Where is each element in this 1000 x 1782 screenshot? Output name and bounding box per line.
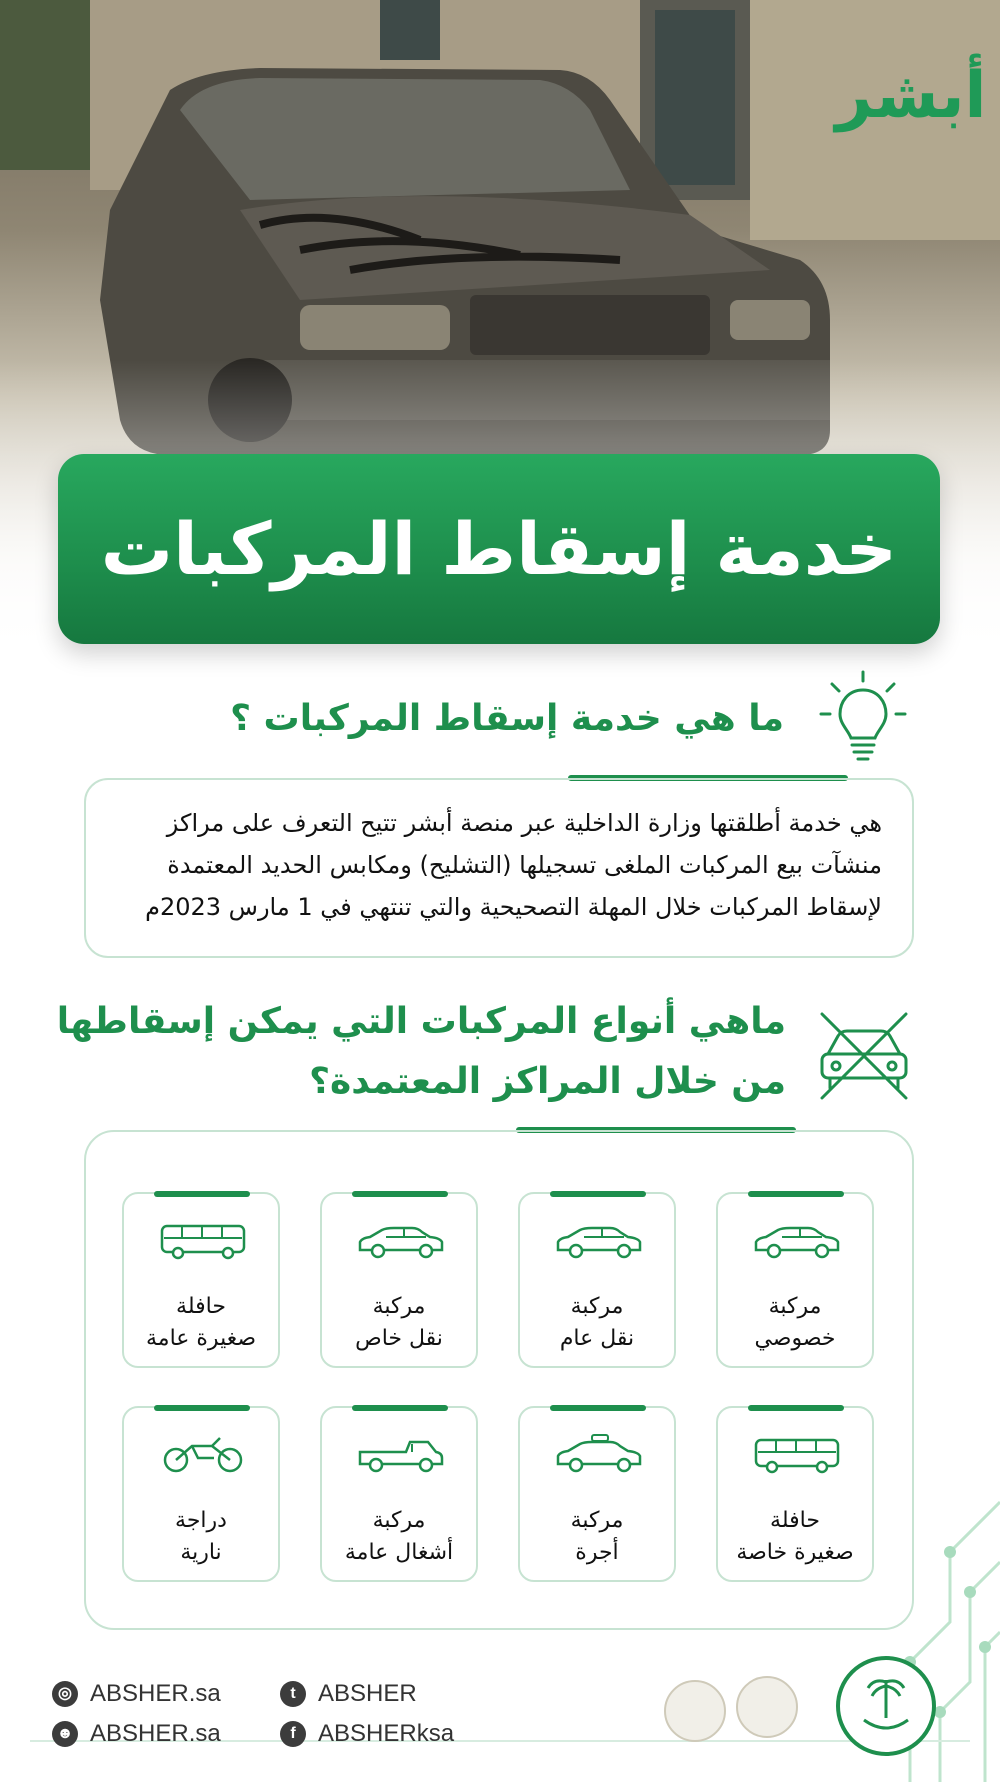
vehicle-card-taxi <box>518 1406 676 1582</box>
vehicle-card-line2: خصوصي <box>754 1326 836 1351</box>
description-line: لإسقاط المركبات خلال المهلة التصحيحية والتي تنتهي في 1 مارس 2023م <box>145 893 882 921</box>
vehicle-card-public-minibus <box>122 1192 280 1368</box>
vehicle-card-line1: حافلة <box>770 1508 820 1533</box>
twitter-label: ABSHER <box>318 1680 417 1707</box>
passports-emblem <box>664 1680 726 1742</box>
vehicle-card-line2: نقل خاص <box>355 1326 443 1351</box>
vehicle-card-line1: مركبة <box>570 1508 624 1533</box>
sedan-icon <box>356 1220 446 1260</box>
page-title: خدمة إسقاط المركبات <box>58 454 940 644</box>
vehicle-card-line1: مركبة <box>372 1294 426 1319</box>
section-vehicle-types-heading <box>57 992 786 1112</box>
vehicle-card-line1: مركبة <box>768 1294 822 1319</box>
twitter-icon: t <box>280 1681 306 1707</box>
snapchat-label: ABSHER.sa <box>90 1720 221 1747</box>
vehicle-card-private <box>716 1192 874 1368</box>
vehicle-card-public-transport <box>518 1192 676 1368</box>
vehicle-card-line2: أجرة <box>575 1540 619 1565</box>
vehicle-card-line1: مركبة <box>372 1508 426 1533</box>
section-what-is-heading: ما هي خدمة إسقاط المركبات ؟ <box>230 698 784 739</box>
heading-line: من خلال المراكز المعتمدة؟ <box>309 1061 786 1102</box>
crossed-car-icon <box>814 1004 914 1104</box>
description-box <box>84 778 914 958</box>
twitter-link[interactable] <box>280 1680 417 1708</box>
vehicle-card-line2: صغيرة خاصة <box>736 1540 854 1565</box>
heading-line: ماهي أنواع المركبات التي يمكن إسقاطها <box>56 1001 786 1042</box>
snapchat-icon: ☻ <box>52 1721 78 1747</box>
bus-icon <box>752 1434 842 1474</box>
motorcycle-icon <box>158 1434 248 1474</box>
vehicle-card-line1: مركبة <box>570 1294 624 1319</box>
vehicle-card-line2: نارية <box>180 1540 222 1565</box>
facebook-label: ABSHERksa <box>318 1720 455 1747</box>
absher-logo: أبشر <box>835 59 987 133</box>
description-line: هي خدمة أطلقتها وزارة الداخلية عبر منصة أبشر تتيح التعرف على مراكز <box>166 809 882 837</box>
sedan-icon <box>554 1220 644 1260</box>
facebook-icon: f <box>280 1721 306 1747</box>
vehicle-card-line2: صغيرة عامة <box>146 1326 256 1351</box>
globe-icon: ◎ <box>52 1681 78 1707</box>
bus-icon <box>158 1220 248 1260</box>
ministry-emblem <box>836 1656 936 1756</box>
pickup-truck-icon <box>356 1434 446 1474</box>
website-link[interactable] <box>52 1680 221 1708</box>
vehicle-card-public-works <box>320 1406 478 1582</box>
facebook-link[interactable] <box>280 1720 454 1748</box>
description-line: منشآت بيع المركبات الملغى تسجيلها (التشليح) ومكابس الحديد المعتمدة <box>167 851 882 879</box>
sedan-icon <box>752 1220 842 1260</box>
taxi-icon <box>554 1434 644 1474</box>
vehicle-card-line2: نقل عام <box>559 1326 635 1351</box>
vehicle-card-motorcycle <box>122 1406 280 1582</box>
vehicle-card-line1: حافلة <box>176 1294 226 1319</box>
vehicle-card-line2: أشغال عامة <box>344 1540 454 1565</box>
snapchat-link[interactable] <box>52 1720 221 1748</box>
lightbulb-icon <box>818 668 908 768</box>
public-security-emblem <box>736 1676 798 1738</box>
palm-swords-icon <box>840 1660 932 1752</box>
vehicle-card-line1: دراجة <box>175 1508 227 1533</box>
vehicle-card-private-transport <box>320 1192 478 1368</box>
website-label: ABSHER.sa <box>90 1680 221 1707</box>
